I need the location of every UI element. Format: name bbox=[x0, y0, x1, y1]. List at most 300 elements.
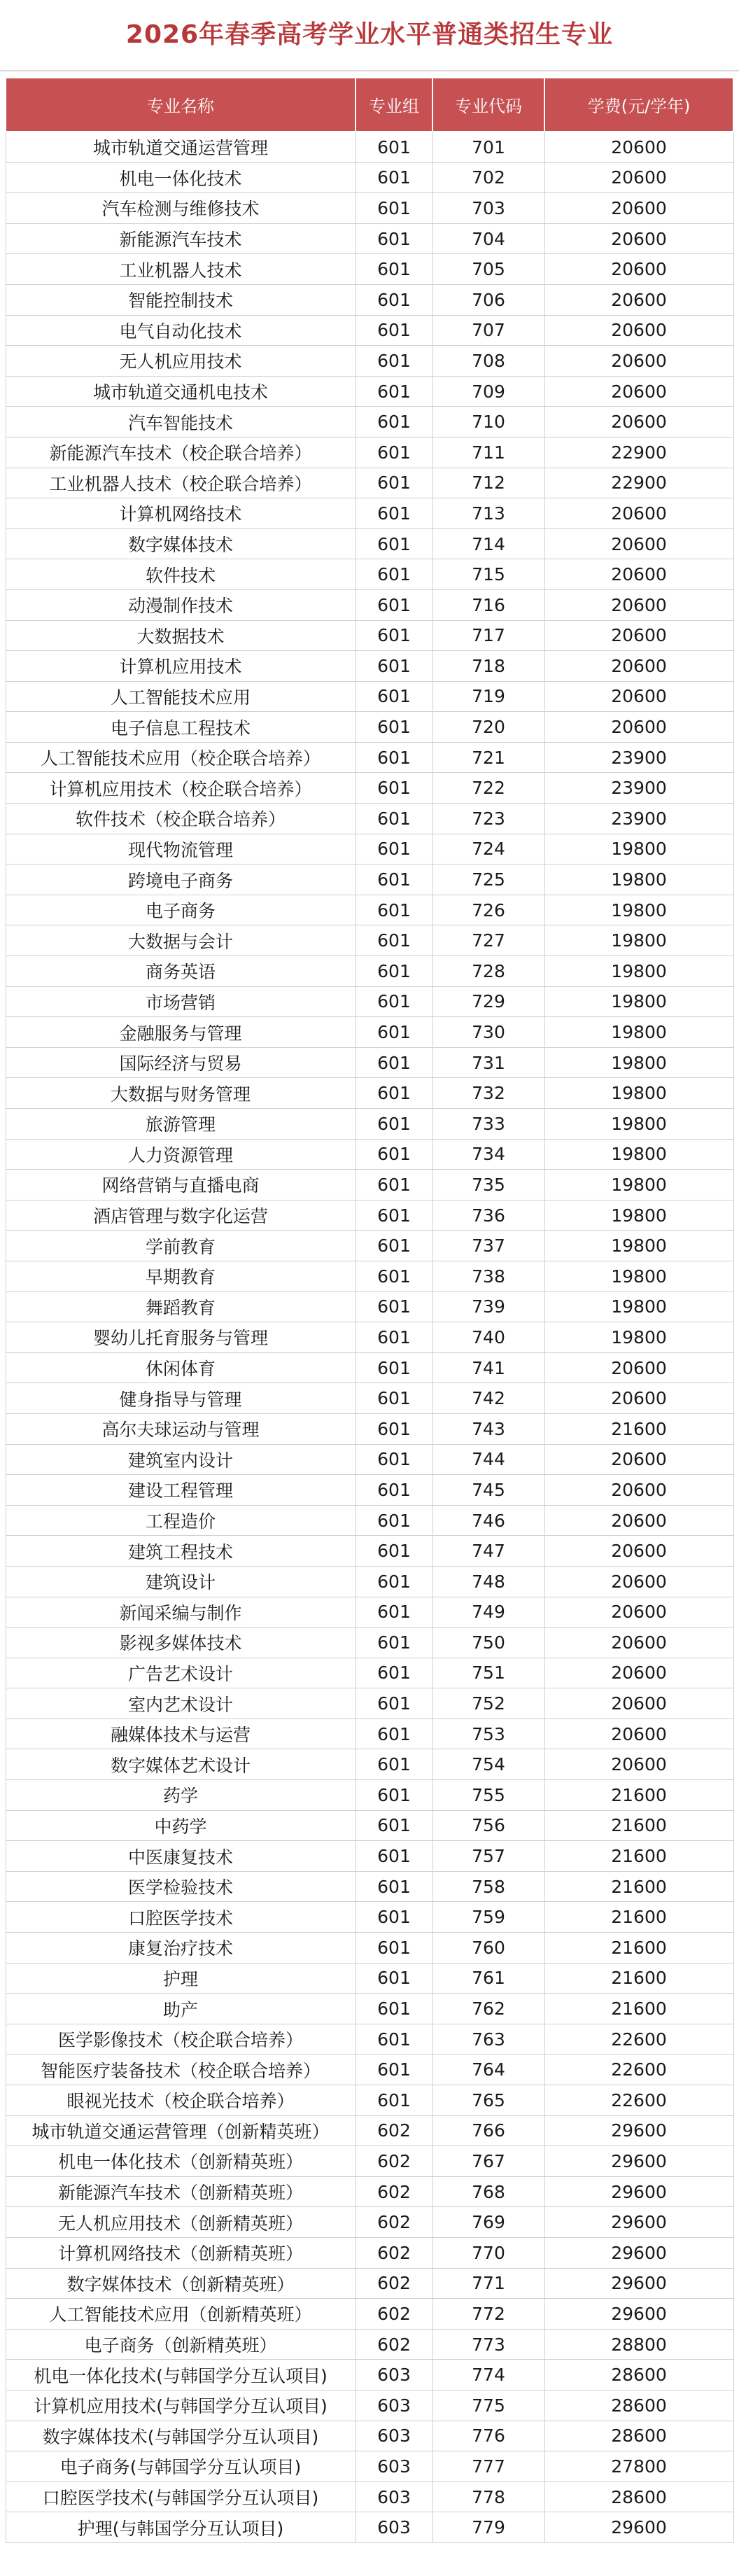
tuition-cell: 29600 bbox=[544, 2176, 733, 2207]
table-row bbox=[6, 407, 733, 438]
major-name-cell: 建筑工程技术 bbox=[6, 1536, 356, 1567]
major-group-cell: 601 bbox=[356, 1170, 432, 1200]
tuition-cell: 29600 bbox=[544, 2146, 733, 2177]
table-row bbox=[6, 2237, 733, 2268]
major-name-cell: 旅游管理 bbox=[6, 1109, 356, 1140]
major-group-cell: 601 bbox=[356, 773, 432, 804]
major-code-cell: 774 bbox=[432, 2360, 544, 2390]
major-group-cell: 602 bbox=[356, 2329, 432, 2360]
tuition-cell: 29600 bbox=[544, 2268, 733, 2299]
major-name-cell: 口腔医学技术 bbox=[6, 1902, 356, 1933]
major-code-cell: 711 bbox=[432, 437, 544, 468]
tuition-cell: 21600 bbox=[544, 1933, 733, 1963]
major-code-cell: 778 bbox=[432, 2482, 544, 2512]
major-group-cell: 602 bbox=[356, 2268, 432, 2299]
major-group-cell: 601 bbox=[356, 834, 432, 864]
major-group-cell: 601 bbox=[356, 712, 432, 743]
table-row bbox=[6, 1047, 733, 1078]
major-code-cell: 768 bbox=[432, 2176, 544, 2207]
major-code-cell: 727 bbox=[432, 925, 544, 956]
major-group-cell: 601 bbox=[356, 2054, 432, 2085]
major-code-cell: 717 bbox=[432, 620, 544, 651]
tuition-cell: 19800 bbox=[544, 1322, 733, 1353]
tuition-cell: 20600 bbox=[544, 1597, 733, 1628]
table-row bbox=[6, 284, 733, 315]
major-code-cell: 764 bbox=[432, 2054, 544, 2085]
major-name-cell: 商务英语 bbox=[6, 956, 356, 987]
major-group-cell: 601 bbox=[356, 1536, 432, 1567]
major-code-cell: 742 bbox=[432, 1383, 544, 1414]
table-row bbox=[6, 437, 733, 468]
major-name-cell: 健身指导与管理 bbox=[6, 1383, 356, 1414]
major-code-cell: 756 bbox=[432, 1810, 544, 1841]
tuition-cell: 28600 bbox=[544, 2360, 733, 2390]
tuition-cell: 23900 bbox=[544, 773, 733, 804]
table-row bbox=[6, 1413, 733, 1444]
table-row bbox=[6, 1231, 733, 1261]
tuition-cell: 20600 bbox=[544, 1658, 733, 1688]
major-name-cell: 动漫制作技术 bbox=[6, 589, 356, 620]
major-group-cell: 603 bbox=[356, 2360, 432, 2390]
major-code-cell: 728 bbox=[432, 956, 544, 987]
table-row bbox=[6, 315, 733, 346]
tuition-cell: 21600 bbox=[544, 1780, 733, 1811]
tuition-cell: 23900 bbox=[544, 804, 733, 834]
major-name-cell: 金融服务与管理 bbox=[6, 1017, 356, 1048]
major-group-cell: 601 bbox=[356, 1139, 432, 1170]
table-row bbox=[6, 1871, 733, 1902]
table-row bbox=[6, 986, 733, 1017]
major-group-cell: 601 bbox=[356, 1841, 432, 1872]
major-group-cell: 601 bbox=[356, 1810, 432, 1841]
major-code-cell: 766 bbox=[432, 2115, 544, 2146]
major-code-cell: 714 bbox=[432, 528, 544, 559]
tuition-cell: 20600 bbox=[544, 559, 733, 590]
tuition-cell: 21600 bbox=[544, 1413, 733, 1444]
major-name-cell: 汽车检测与维修技术 bbox=[6, 193, 356, 224]
major-name-cell: 数字媒体艺术设计 bbox=[6, 1749, 356, 1780]
major-code-cell: 779 bbox=[432, 2512, 544, 2543]
major-name-cell: 智能控制技术 bbox=[6, 284, 356, 315]
table-row bbox=[6, 193, 733, 224]
major-code-cell: 709 bbox=[432, 376, 544, 407]
major-group-cell: 601 bbox=[356, 498, 432, 529]
major-code-cell: 713 bbox=[432, 498, 544, 529]
major-code-cell: 749 bbox=[432, 1597, 544, 1628]
tuition-cell: 20600 bbox=[544, 1718, 733, 1749]
major-name-cell: 智能医疗装备技术（校企联合培养） bbox=[6, 2054, 356, 2085]
table-row bbox=[6, 1292, 733, 1322]
major-code-cell: 705 bbox=[432, 254, 544, 285]
major-name-cell: 建筑室内设计 bbox=[6, 1444, 356, 1475]
tuition-cell: 28600 bbox=[544, 2482, 733, 2512]
major-name-cell: 大数据与会计 bbox=[6, 925, 356, 956]
tuition-cell: 19800 bbox=[544, 986, 733, 1017]
table-row bbox=[6, 2390, 733, 2421]
table-row bbox=[6, 742, 733, 773]
major-code-cell: 701 bbox=[432, 132, 544, 162]
table-row bbox=[6, 620, 733, 651]
tuition-cell: 19800 bbox=[544, 1231, 733, 1261]
major-group-cell: 601 bbox=[356, 1871, 432, 1902]
major-name-cell: 汽车智能技术 bbox=[6, 407, 356, 438]
tuition-cell: 28800 bbox=[544, 2329, 733, 2360]
table-row bbox=[6, 468, 733, 498]
tuition-cell: 20600 bbox=[544, 1475, 733, 1506]
table-row bbox=[6, 1810, 733, 1841]
major-name-cell: 市场营销 bbox=[6, 986, 356, 1017]
page-title: 2026年春季高考学业水平普通类招生专业 bbox=[0, 0, 739, 71]
major-code-cell: 734 bbox=[432, 1139, 544, 1170]
major-code-cell: 763 bbox=[432, 2024, 544, 2054]
major-group-cell: 601 bbox=[356, 804, 432, 834]
tuition-cell: 20600 bbox=[544, 589, 733, 620]
major-code-cell: 759 bbox=[432, 1902, 544, 1933]
table-row bbox=[6, 1597, 733, 1628]
tuition-cell: 20600 bbox=[544, 1505, 733, 1536]
table-row bbox=[6, 346, 733, 377]
major-group-cell: 603 bbox=[356, 2482, 432, 2512]
major-group-cell: 601 bbox=[356, 1780, 432, 1811]
major-code-cell: 773 bbox=[432, 2329, 544, 2360]
major-name-cell: 大数据与财务管理 bbox=[6, 1078, 356, 1109]
major-name-cell: 早期教育 bbox=[6, 1261, 356, 1292]
table-row bbox=[6, 376, 733, 407]
table-row bbox=[6, 1352, 733, 1383]
major-code-cell: 776 bbox=[432, 2421, 544, 2451]
tuition-cell: 20600 bbox=[544, 1749, 733, 1780]
major-group-cell: 601 bbox=[356, 651, 432, 682]
table-row bbox=[6, 1322, 733, 1353]
major-name-cell: 学前教育 bbox=[6, 1231, 356, 1261]
major-group-cell: 601 bbox=[356, 1231, 432, 1261]
major-group-cell: 601 bbox=[356, 1933, 432, 1963]
table-row bbox=[6, 1109, 733, 1140]
tuition-cell: 21600 bbox=[544, 1841, 733, 1872]
tuition-cell: 20600 bbox=[544, 681, 733, 712]
table-row bbox=[6, 2482, 733, 2512]
tuition-cell: 19800 bbox=[544, 1139, 733, 1170]
tuition-cell: 23900 bbox=[544, 742, 733, 773]
table-row bbox=[6, 2360, 733, 2390]
major-group-cell: 602 bbox=[356, 2146, 432, 2177]
major-code-cell: 724 bbox=[432, 834, 544, 864]
major-code-cell: 762 bbox=[432, 1994, 544, 2024]
major-name-cell: 电气自动化技术 bbox=[6, 315, 356, 346]
table-row bbox=[6, 559, 733, 590]
major-group-cell: 601 bbox=[356, 2085, 432, 2116]
major-group-cell: 601 bbox=[356, 1505, 432, 1536]
major-name-cell: 舞蹈教育 bbox=[6, 1292, 356, 1322]
major-group-cell: 601 bbox=[356, 559, 432, 590]
tuition-cell: 20600 bbox=[544, 1688, 733, 1719]
major-name-cell: 休闲体育 bbox=[6, 1352, 356, 1383]
table-row bbox=[6, 864, 733, 895]
table-row bbox=[6, 223, 733, 254]
table-row bbox=[6, 2085, 733, 2116]
major-code-cell: 752 bbox=[432, 1688, 544, 1719]
table-body bbox=[6, 132, 733, 2542]
major-name-cell: 新能源汽车技术（校企联合培养） bbox=[6, 437, 356, 468]
major-group-cell: 601 bbox=[356, 162, 432, 193]
table-row bbox=[6, 2512, 733, 2543]
table-row bbox=[6, 589, 733, 620]
table-row bbox=[6, 804, 733, 834]
major-group-cell: 601 bbox=[356, 620, 432, 651]
tuition-cell: 20600 bbox=[544, 1628, 733, 1658]
major-code-cell: 704 bbox=[432, 223, 544, 254]
major-name-cell: 酒店管理与数字化运营 bbox=[6, 1200, 356, 1231]
tuition-cell: 20600 bbox=[544, 1352, 733, 1383]
major-group-cell: 601 bbox=[356, 468, 432, 498]
major-name-cell: 电子商务（创新精英班） bbox=[6, 2329, 356, 2360]
major-name-cell: 软件技术 bbox=[6, 559, 356, 590]
major-code-cell: 720 bbox=[432, 712, 544, 743]
major-code-cell: 754 bbox=[432, 1749, 544, 1780]
major-group-cell: 601 bbox=[356, 1047, 432, 1078]
major-group-cell: 601 bbox=[356, 1749, 432, 1780]
major-name-cell: 人工智能技术应用 bbox=[6, 681, 356, 712]
tuition-cell: 22600 bbox=[544, 2024, 733, 2054]
major-code-cell: 733 bbox=[432, 1109, 544, 1140]
major-code-cell: 758 bbox=[432, 1871, 544, 1902]
table-row bbox=[6, 925, 733, 956]
tuition-cell: 20600 bbox=[544, 498, 733, 529]
tuition-cell: 20600 bbox=[544, 132, 733, 162]
tuition-cell: 19800 bbox=[544, 1170, 733, 1200]
table-row bbox=[6, 1505, 733, 1536]
major-name-cell: 口腔医学技术(与韩国学分互认项目) bbox=[6, 2482, 356, 2512]
tuition-cell: 21600 bbox=[544, 1963, 733, 1994]
major-group-cell: 601 bbox=[356, 407, 432, 438]
table-row bbox=[6, 1994, 733, 2024]
table-row bbox=[6, 1444, 733, 1475]
tuition-cell: 20600 bbox=[544, 223, 733, 254]
table-row bbox=[6, 162, 733, 193]
table-row bbox=[6, 1841, 733, 1872]
major-group-cell: 601 bbox=[356, 925, 432, 956]
tuition-cell: 20600 bbox=[544, 315, 733, 346]
major-group-cell: 601 bbox=[356, 1383, 432, 1414]
major-group-cell: 601 bbox=[356, 1352, 432, 1383]
tuition-cell: 21600 bbox=[544, 1810, 733, 1841]
major-name-cell: 机电一体化技术 bbox=[6, 162, 356, 193]
tuition-cell: 19800 bbox=[544, 1017, 733, 1048]
table-row bbox=[6, 1200, 733, 1231]
major-group-cell: 601 bbox=[356, 1078, 432, 1109]
major-group-cell: 603 bbox=[356, 2451, 432, 2482]
major-name-cell: 数字媒体技术 bbox=[6, 528, 356, 559]
major-name-cell: 电子商务(与韩国学分互认项目) bbox=[6, 2451, 356, 2482]
major-name-cell: 中医康复技术 bbox=[6, 1841, 356, 1872]
major-group-cell: 601 bbox=[356, 376, 432, 407]
major-code-cell: 730 bbox=[432, 1017, 544, 1048]
table-row bbox=[6, 2176, 733, 2207]
table-row bbox=[6, 2207, 733, 2238]
table-row bbox=[6, 2299, 733, 2330]
major-code-cell: 750 bbox=[432, 1628, 544, 1658]
major-code-cell: 721 bbox=[432, 742, 544, 773]
major-name-cell: 跨境电子商务 bbox=[6, 864, 356, 895]
tuition-cell: 20600 bbox=[544, 254, 733, 285]
tuition-cell: 20600 bbox=[544, 712, 733, 743]
major-name-cell: 工程造价 bbox=[6, 1505, 356, 1536]
tuition-cell: 20600 bbox=[544, 1383, 733, 1414]
tuition-cell: 20600 bbox=[544, 193, 733, 224]
major-group-cell: 602 bbox=[356, 2207, 432, 2238]
major-group-cell: 601 bbox=[356, 1444, 432, 1475]
major-group-cell: 601 bbox=[356, 528, 432, 559]
major-code-cell: 716 bbox=[432, 589, 544, 620]
major-name-cell: 机电一体化技术（创新精英班） bbox=[6, 2146, 356, 2177]
major-name-cell: 机电一体化技术(与韩国学分互认项目) bbox=[6, 2360, 356, 2390]
major-code-cell: 741 bbox=[432, 1352, 544, 1383]
major-group-cell: 601 bbox=[356, 1902, 432, 1933]
major-group-cell: 601 bbox=[356, 1109, 432, 1140]
table-row bbox=[6, 528, 733, 559]
major-group-cell: 601 bbox=[356, 193, 432, 224]
tuition-cell: 20600 bbox=[544, 1536, 733, 1567]
table-row bbox=[6, 2054, 733, 2085]
major-name-cell: 护理(与韩国学分互认项目) bbox=[6, 2512, 356, 2543]
table-row bbox=[6, 1718, 733, 1749]
major-code-cell: 739 bbox=[432, 1292, 544, 1322]
table-row bbox=[6, 1749, 733, 1780]
tuition-cell: 20600 bbox=[544, 346, 733, 377]
major-name-cell: 工业机器人技术 bbox=[6, 254, 356, 285]
major-group-cell: 601 bbox=[356, 1017, 432, 1048]
table-row bbox=[6, 2329, 733, 2360]
tuition-cell: 19800 bbox=[544, 1200, 733, 1231]
major-code-cell: 772 bbox=[432, 2299, 544, 2330]
table-row bbox=[6, 2146, 733, 2177]
major-code-cell: 753 bbox=[432, 1718, 544, 1749]
major-name-cell: 建筑设计 bbox=[6, 1566, 356, 1597]
major-group-cell: 601 bbox=[356, 1566, 432, 1597]
tuition-cell: 19800 bbox=[544, 956, 733, 987]
major-name-cell: 婴幼儿托育服务与管理 bbox=[6, 1322, 356, 1353]
major-name-cell: 城市轨道交通运营管理 bbox=[6, 132, 356, 162]
tuition-cell: 19800 bbox=[544, 834, 733, 864]
major-code-cell: 712 bbox=[432, 468, 544, 498]
table-row bbox=[6, 2024, 733, 2054]
tuition-cell: 29600 bbox=[544, 2207, 733, 2238]
table-row bbox=[6, 895, 733, 925]
major-group-cell: 602 bbox=[356, 2237, 432, 2268]
table-row bbox=[6, 773, 733, 804]
major-code-cell: 755 bbox=[432, 1780, 544, 1811]
major-code-cell: 777 bbox=[432, 2451, 544, 2482]
major-name-cell: 电子商务 bbox=[6, 895, 356, 925]
major-name-cell: 网络营销与直播电商 bbox=[6, 1170, 356, 1200]
major-code-cell: 722 bbox=[432, 773, 544, 804]
major-name-cell: 大数据技术 bbox=[6, 620, 356, 651]
table-row bbox=[6, 1963, 733, 1994]
major-name-cell: 无人机应用技术（创新精英班） bbox=[6, 2207, 356, 2238]
tuition-cell: 21600 bbox=[544, 1902, 733, 1933]
major-group-cell: 601 bbox=[356, 223, 432, 254]
table-row bbox=[6, 712, 733, 743]
major-name-cell: 数字媒体技术(与韩国学分互认项目) bbox=[6, 2421, 356, 2451]
major-group-cell: 601 bbox=[356, 254, 432, 285]
major-group-cell: 603 bbox=[356, 2390, 432, 2421]
major-code-cell: 702 bbox=[432, 162, 544, 193]
major-group-cell: 601 bbox=[356, 1292, 432, 1322]
table-row bbox=[6, 132, 733, 162]
major-name-cell: 融媒体技术与运营 bbox=[6, 1718, 356, 1749]
major-code-cell: 731 bbox=[432, 1047, 544, 1078]
major-name-cell: 眼视光技术（校企联合培养） bbox=[6, 2085, 356, 2116]
table-row bbox=[6, 1170, 733, 1200]
major-group-cell: 601 bbox=[356, 986, 432, 1017]
major-group-cell: 601 bbox=[356, 437, 432, 468]
major-name-cell: 广告艺术设计 bbox=[6, 1658, 356, 1688]
major-group-cell: 603 bbox=[356, 2421, 432, 2451]
major-name-cell: 高尔夫球运动与管理 bbox=[6, 1413, 356, 1444]
major-code-cell: 738 bbox=[432, 1261, 544, 1292]
major-group-cell: 601 bbox=[356, 1413, 432, 1444]
table-row bbox=[6, 1566, 733, 1597]
major-code-cell: 736 bbox=[432, 1200, 544, 1231]
major-name-cell: 中药学 bbox=[6, 1810, 356, 1841]
tuition-cell: 20600 bbox=[544, 1444, 733, 1475]
tuition-cell: 19800 bbox=[544, 1261, 733, 1292]
header-tuition: 学费(元/学年) bbox=[544, 78, 733, 132]
major-name-cell: 药学 bbox=[6, 1780, 356, 1811]
table-row bbox=[6, 1658, 733, 1688]
tuition-cell: 20600 bbox=[544, 620, 733, 651]
majors-table bbox=[5, 77, 734, 2543]
major-name-cell: 医学检验技术 bbox=[6, 1871, 356, 1902]
tuition-cell: 20600 bbox=[544, 407, 733, 438]
tuition-cell: 19800 bbox=[544, 1047, 733, 1078]
major-code-cell: 726 bbox=[432, 895, 544, 925]
major-name-cell: 室内艺术设计 bbox=[6, 1688, 356, 1719]
tuition-cell: 22600 bbox=[544, 2054, 733, 2085]
major-code-cell: 718 bbox=[432, 651, 544, 682]
major-name-cell: 护理 bbox=[6, 1963, 356, 1994]
tuition-cell: 19800 bbox=[544, 895, 733, 925]
major-name-cell: 影视多媒体技术 bbox=[6, 1628, 356, 1658]
tuition-cell: 20600 bbox=[544, 1566, 733, 1597]
major-group-cell: 601 bbox=[356, 1963, 432, 1994]
tuition-cell: 19800 bbox=[544, 864, 733, 895]
major-name-cell: 计算机网络技术 bbox=[6, 498, 356, 529]
major-code-cell: 746 bbox=[432, 1505, 544, 1536]
major-group-cell: 601 bbox=[356, 1688, 432, 1719]
major-code-cell: 748 bbox=[432, 1566, 544, 1597]
tuition-cell: 19800 bbox=[544, 925, 733, 956]
tuition-cell: 21600 bbox=[544, 1994, 733, 2024]
tuition-cell: 19800 bbox=[544, 1078, 733, 1109]
major-code-cell: 775 bbox=[432, 2390, 544, 2421]
major-group-cell: 601 bbox=[356, 1322, 432, 1353]
major-group-cell: 601 bbox=[356, 315, 432, 346]
table-row bbox=[6, 254, 733, 285]
major-code-cell: 719 bbox=[432, 681, 544, 712]
major-group-cell: 601 bbox=[356, 1628, 432, 1658]
major-name-cell: 国际经济与贸易 bbox=[6, 1047, 356, 1078]
major-group-cell: 601 bbox=[356, 1475, 432, 1506]
major-name-cell: 新能源汽车技术 bbox=[6, 223, 356, 254]
table-row bbox=[6, 1078, 733, 1109]
major-code-cell: 703 bbox=[432, 193, 544, 224]
tuition-cell: 20600 bbox=[544, 162, 733, 193]
tuition-cell: 29600 bbox=[544, 2115, 733, 2146]
major-group-cell: 601 bbox=[356, 284, 432, 315]
tuition-cell: 29600 bbox=[544, 2299, 733, 2330]
major-code-cell: 743 bbox=[432, 1413, 544, 1444]
